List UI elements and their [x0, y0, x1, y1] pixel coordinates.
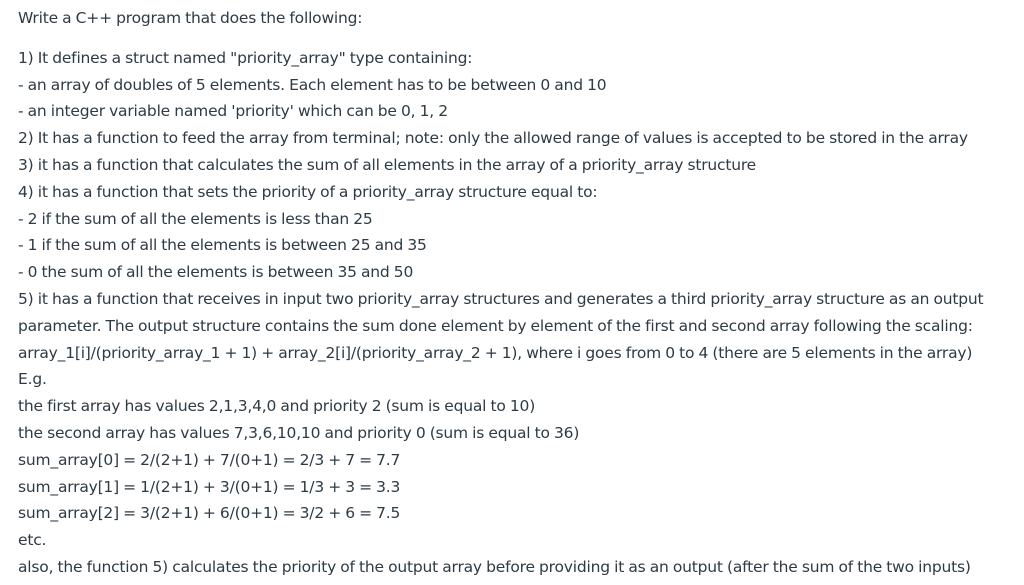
text-line: 5) it has a function that receives in input two priority_array structures and generates a third priority_array structure as an output: [18, 289, 984, 308]
text-line: the second array has values 7,3,6,10,10 and priority 0 (sum is equal to 36): [18, 423, 580, 442]
text-line: sum_array[0] = 2/(2+1) + 7/(0+1) = 2/3 + 7 = 7.7: [18, 450, 401, 469]
text-line: 3) it has a function that calculates the sum of all elements in the array of a priority_array structure: [18, 155, 757, 174]
text-line: - 0 the sum of all the elements is between 35 and 50: [18, 263, 414, 282]
text-line: E.g.: [18, 370, 47, 389]
text-line: the first array has values 2,1,3,4,0 and priority 2 (sum is equal to 10): [18, 397, 536, 416]
document-title: Write a C++ program that does the following:: [18, 9, 363, 27]
text-line: parameter. The output structure contains the sum done element by element of the first and second array following the scaling:: [18, 316, 973, 335]
text-line: 4) it has a function that sets the priority of a priority_array structure equal to:: [18, 182, 598, 201]
text-line: 1) It defines a struct named "priority_array" type containing:: [18, 48, 473, 67]
text-line: - an array of doubles of 5 elements. Each element has to be between 0 and 10: [18, 75, 607, 94]
text-line: - 1 if the sum of all the elements is between 25 and 35: [18, 236, 427, 255]
text-line: array_1[i]/(priority_array_1 + 1) + array_2[i]/(priority_array_2 + 1), where i goes from 0 to 4 (there are 5 elements in the array): [18, 343, 973, 362]
text-line: 2) It has a function to feed the array from terminal; note: only the allowed range of values is accepted to be stored in the array: [18, 129, 968, 148]
text-line: - 2 if the sum of all the elements is less than 25: [18, 209, 373, 228]
text-line: - an integer variable named 'priority' which can be 0, 1, 2: [18, 102, 448, 121]
text-line: sum_array[1] = 1/(2+1) + 3/(0+1) = 1/3 + 3 = 3.3: [18, 477, 401, 496]
text-line: also, the function 5) calculates the priority of the output array before providing it as an output (after the sum of the two inputs): [18, 557, 971, 576]
text-line: etc.: [18, 531, 47, 550]
document-body: [18, 5, 1022, 581]
text-line: sum_array[2] = 3/(2+1) + 6/(0+1) = 3/2 + 6 = 7.5: [18, 504, 401, 523]
